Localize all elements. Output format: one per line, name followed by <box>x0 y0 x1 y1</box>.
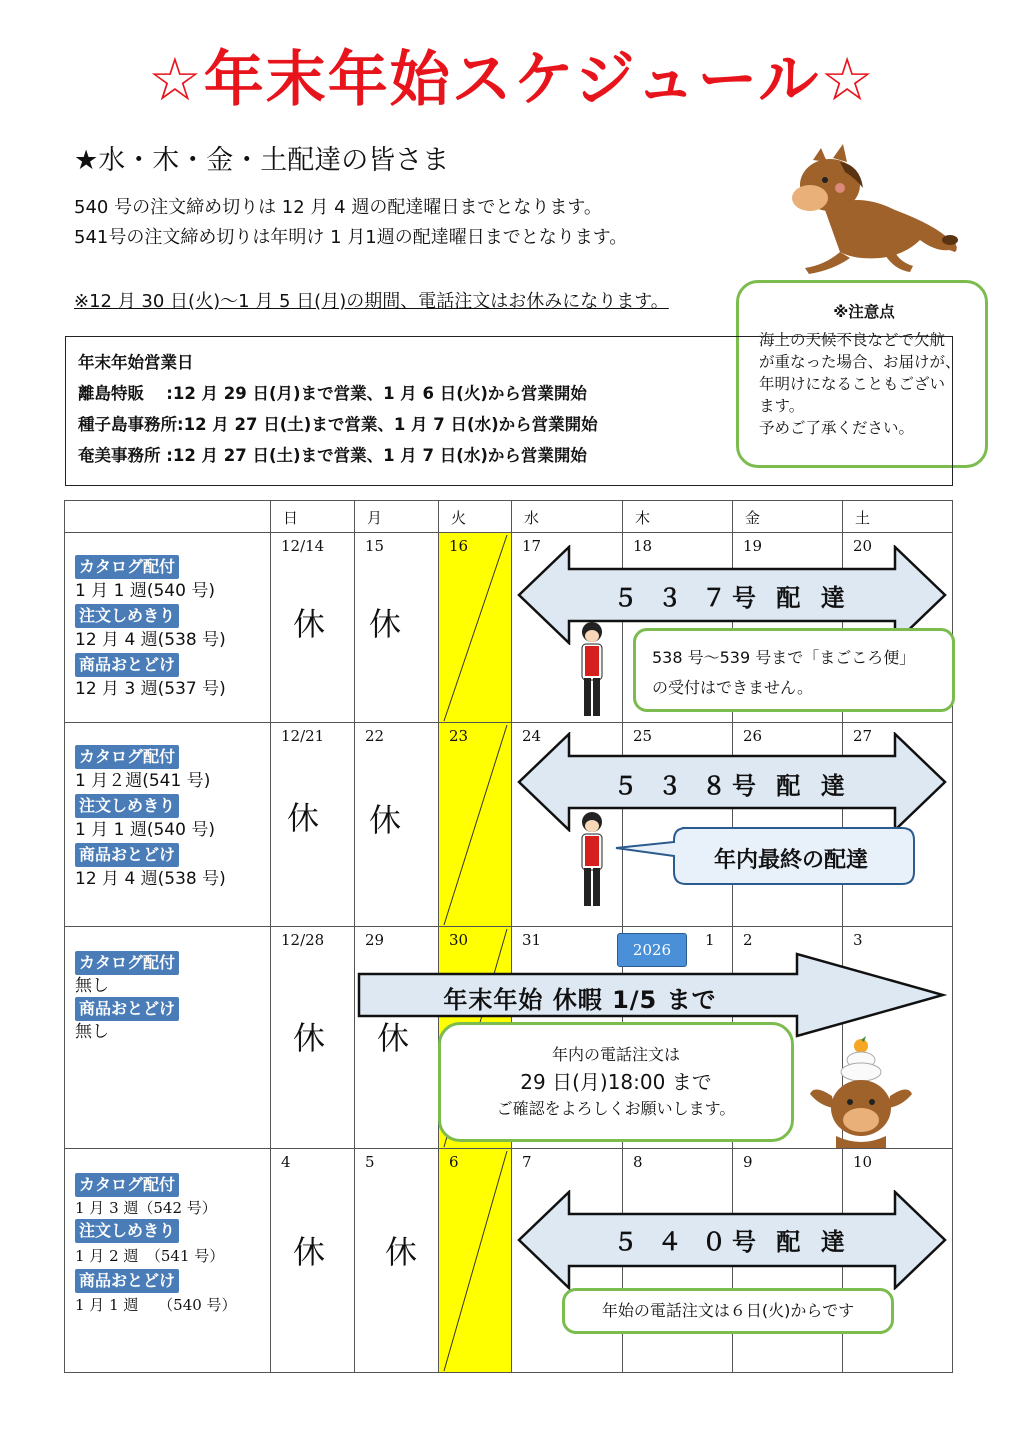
weekday-tue: 火 <box>439 501 512 533</box>
delivery-week: 12 月 3 週(537 号) <box>75 679 226 699</box>
date-number: 12/28 <box>281 931 325 949</box>
arrow-label-holiday: 年末年始 休暇 1/5 まで <box>443 986 717 1014</box>
hours-line-amami: 奄美事務所 :12 月 27 日(土)まで営業、1 月 7 日(水)から営業開始 <box>78 446 587 465</box>
closed-mark: 休 <box>377 1019 410 1057</box>
day-cell <box>355 533 439 723</box>
weekday-fri: 金 <box>733 501 843 533</box>
closed-mark: 休 <box>293 1019 326 1057</box>
week-2-info <box>65 723 271 927</box>
week-1-info <box>65 533 271 723</box>
caution-title: ※注意点 <box>833 303 895 321</box>
catalog-badge: カタログ配付 <box>75 555 179 579</box>
date-number: 19 <box>743 537 763 555</box>
order-badge: 注文しめきり <box>75 604 179 628</box>
closed-mark: 休 <box>369 605 402 643</box>
date-number: 12/21 <box>281 727 325 745</box>
date-number: 22 <box>365 727 385 745</box>
kagami-mochi-horse-icon <box>806 1036 916 1151</box>
delivery-week: 12 月 4 週(538 号) <box>75 869 226 889</box>
catalog-week: 1 月 1 週(540 号) <box>75 581 215 601</box>
date-number: 10 <box>853 1153 873 1171</box>
date-number: 12/14 <box>281 537 325 555</box>
caution-line: ます。 <box>759 397 805 415</box>
order-badge: 注文しめきり <box>75 794 179 818</box>
date-number: 17 <box>522 537 542 555</box>
delivery-week: 1 月 1 週 （540 号） <box>75 1296 237 1314</box>
catalog-badge: カタログ配付 <box>75 951 179 975</box>
closed-mark: 休 <box>293 605 326 643</box>
hours-line-tanegashima: 種子島事務所:12 月 27 日(土)まで営業、1 月 7 日(水)から営業開始 <box>78 415 598 434</box>
page-title: ☆年末年始スケジュール☆ <box>148 45 876 115</box>
last-delivery-note: 年内最終の配達 <box>713 848 868 873</box>
date-number: 29 <box>365 931 385 949</box>
week-4-info <box>65 1149 271 1373</box>
phone-order-notice: ※12 月 30 日(火)～1 月 5 日(月)の期間、電話注文はお休みになります。 <box>74 291 669 312</box>
weekday-mon: 月 <box>355 501 439 533</box>
delivery-badge: 商品おとどけ <box>75 997 179 1021</box>
intro-line-1: 540 号の注文締め切りは 12 月 4 週の配達曜日までとなります。 <box>74 197 602 218</box>
date-number: 7 <box>522 1153 532 1171</box>
staff-bowing-icon <box>572 620 612 720</box>
date-number: 16 <box>449 537 469 555</box>
date-number: 31 <box>522 931 542 949</box>
order-badge: 注文しめきり <box>75 1219 179 1243</box>
catalog-badge: カタログ配付 <box>75 745 179 769</box>
closed-mark: 休 <box>385 1233 418 1271</box>
closed-mark: 休 <box>287 799 320 837</box>
catalog-week: 1 月 3 週（542 号） <box>75 1199 217 1217</box>
new-year-phone-note: 年始の電話注文は６日(火)からです <box>562 1288 894 1334</box>
closed-mark: 休 <box>369 801 402 839</box>
staff-bowing-icon <box>572 810 612 910</box>
hours-title: 年末年始営業日 <box>78 353 194 372</box>
weekday-sat: 土 <box>843 501 953 533</box>
note-line: の受付はできません。 <box>652 678 813 697</box>
caution-line: が重なった場合、お届けが、 <box>759 353 961 371</box>
note-line: 538 号～539 号まで「まごころ便」 <box>652 648 916 667</box>
order-week: 1 月 2 週 （541 号） <box>75 1247 225 1265</box>
day-cell <box>271 1149 355 1373</box>
weekday-wed: 水 <box>512 501 623 533</box>
arrow-label-537: ５ ３ ７号 配 達 <box>613 584 851 612</box>
date-number: 3 <box>853 931 863 949</box>
date-number: 23 <box>449 727 469 745</box>
order-week: 12 月 4 週(538 号) <box>75 630 226 650</box>
caution-line: 予めご了承ください。 <box>759 419 915 437</box>
catalog-badge: カタログ配付 <box>75 1173 179 1197</box>
date-number: 5 <box>365 1153 375 1171</box>
day-cell <box>271 927 355 1149</box>
day-cell <box>271 533 355 723</box>
weekday-sun: 日 <box>271 501 355 533</box>
catalog-week: 無し <box>75 976 109 996</box>
weekday-thu: 木 <box>623 501 733 533</box>
hours-line-ritou: 離島特販 :12 月 29 日(月)まで営業、1 月 6 日(火)から営業開始 <box>78 384 587 403</box>
date-number: 2 <box>743 931 753 949</box>
date-number: 24 <box>522 727 542 745</box>
date-number: 15 <box>365 537 385 555</box>
arrow-label-538: ５ ３ ８号 配 達 <box>613 772 851 800</box>
delivery-badge: 商品おとどけ <box>75 1269 179 1293</box>
date-number: 4 <box>281 1153 291 1171</box>
header-blank <box>65 501 271 533</box>
arrow-label-540: ５ ４ ０号 配 達 <box>613 1228 851 1256</box>
day-cell <box>355 1149 439 1373</box>
caution-line: 年明けになることもござい <box>759 375 946 393</box>
date-number: 1 <box>705 931 715 949</box>
date-number: 26 <box>743 727 763 745</box>
date-number: 8 <box>633 1153 643 1171</box>
caution-line: 海上の天候不良などで欠航 <box>759 331 946 349</box>
audience-heading: ★水・木・金・土配達の皆さま <box>74 145 450 176</box>
date-number: 9 <box>743 1153 753 1171</box>
date-number: 27 <box>853 727 873 745</box>
week-3-info <box>65 927 271 1149</box>
business-hours-box <box>65 336 953 486</box>
delivery-badge: 商品おとどけ <box>75 653 179 677</box>
date-number: 20 <box>853 537 873 555</box>
date-number: 18 <box>633 537 653 555</box>
year-end-phone-note <box>438 1022 794 1142</box>
magokoro-note <box>633 628 955 712</box>
day-cell <box>355 723 439 927</box>
note-line: 29 日(月)18:00 まで <box>520 1070 712 1094</box>
delivery-badge: 商品おとどけ <box>75 843 179 867</box>
note-line: ご確認をよろしくお願いします。 <box>496 1099 736 1118</box>
date-number: 25 <box>633 727 653 745</box>
catalog-week: 1 月２週(541 号) <box>75 771 211 791</box>
day-cell <box>271 723 355 927</box>
intro-line-2: 541号の注文締め切りは年明け 1 月1週の配達曜日までとなります。 <box>74 227 628 248</box>
year-badge: 2026 <box>617 933 687 967</box>
horse-icon <box>785 140 965 285</box>
delivery-week: 無し <box>75 1022 109 1042</box>
date-number: 6 <box>449 1153 459 1171</box>
note-line: 年内の電話注文は <box>551 1045 680 1064</box>
date-number: 30 <box>449 931 469 949</box>
closed-mark: 休 <box>293 1233 326 1271</box>
order-week: 1 月 1 週(540 号) <box>75 820 215 840</box>
